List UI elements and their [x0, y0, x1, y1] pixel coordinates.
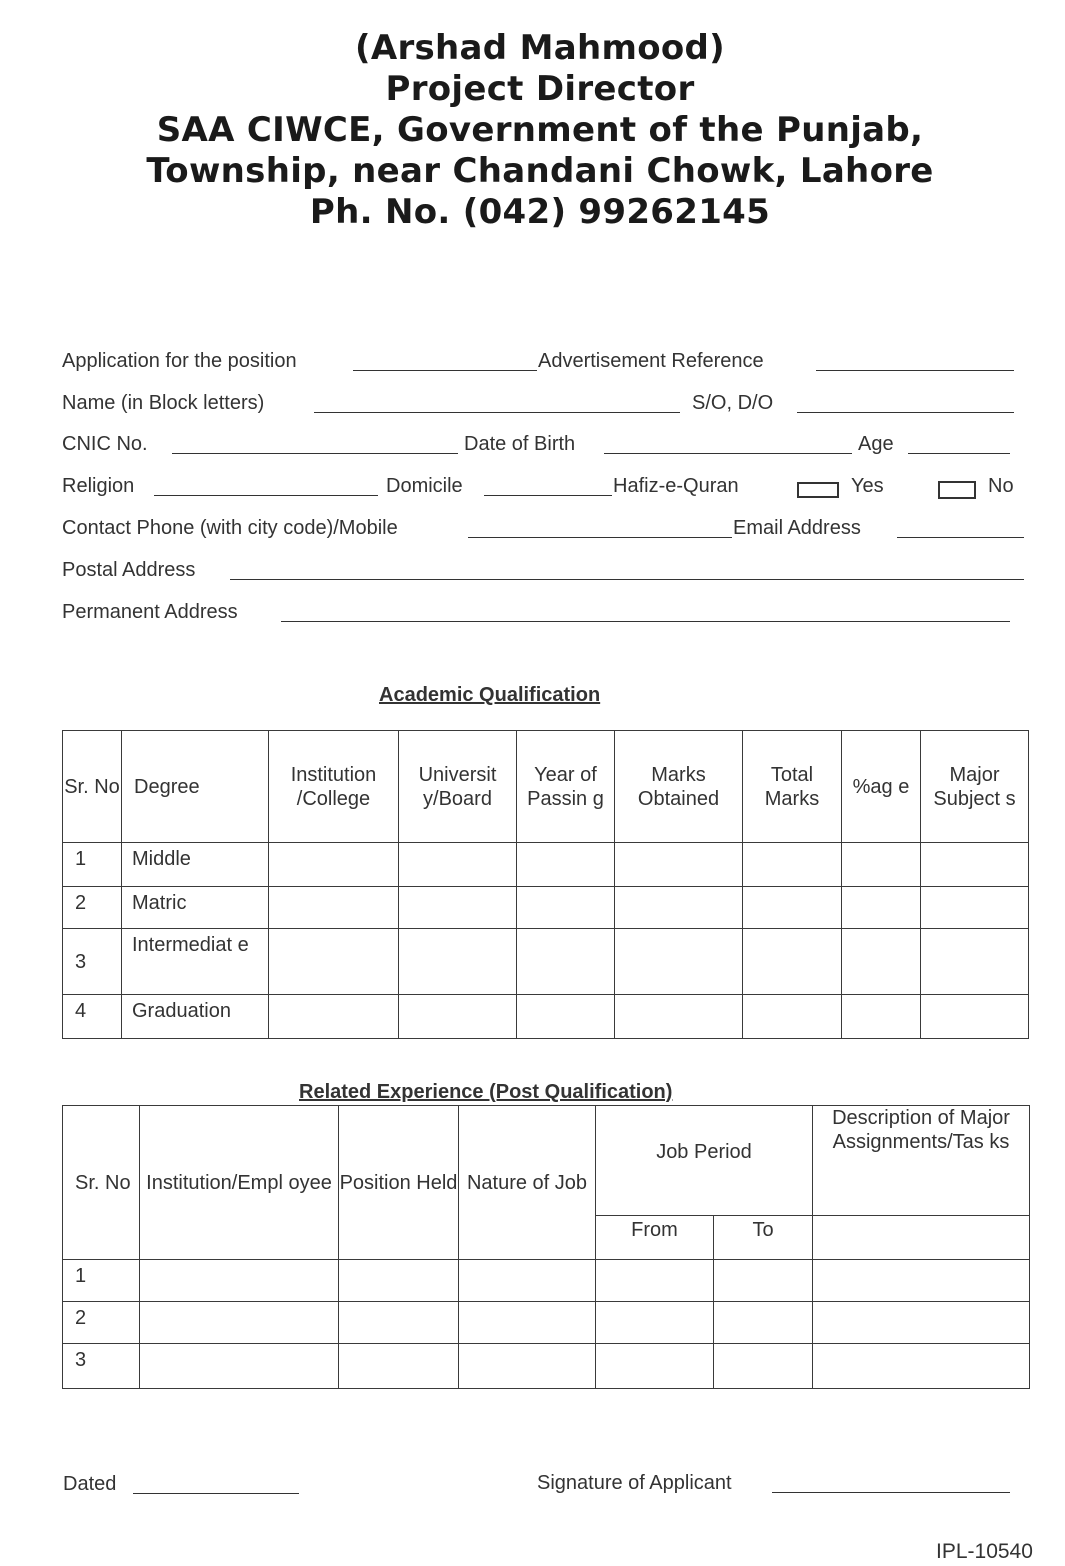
dob-field[interactable] [604, 453, 852, 454]
row-sr: 4 [63, 995, 122, 1039]
organization-name: SAA CIWCE, Government of the Punjab, [156, 110, 924, 150]
year-cell[interactable] [517, 887, 615, 929]
major-cell[interactable] [921, 929, 1029, 995]
academic-table [62, 730, 1029, 1039]
header-description: Description of Major Assignments/Tas ks [813, 1106, 1030, 1216]
row-sr: 1 [63, 1260, 140, 1302]
position-cell[interactable] [339, 1260, 459, 1302]
dated-label: Dated [63, 1473, 117, 1495]
age-field[interactable] [908, 453, 1010, 454]
from-cell[interactable] [596, 1344, 714, 1389]
year-cell[interactable] [517, 929, 615, 995]
organization-address: Township, near Chandani Chowk, Lahore [146, 151, 934, 191]
to-cell[interactable] [714, 1302, 813, 1344]
domicile-label: Domicile [386, 475, 463, 497]
permanent-label: Permanent Address [62, 601, 238, 623]
institution-cell[interactable] [269, 887, 399, 929]
hafiz-label: Hafiz-e-Quran [613, 475, 739, 497]
reference-code: IPL-10540 [936, 1540, 1033, 1563]
major-cell[interactable] [921, 995, 1029, 1039]
year-cell[interactable] [517, 843, 615, 887]
marks-cell[interactable] [615, 843, 743, 887]
academic-section-title: Academic Qualification [379, 684, 601, 706]
to-cell[interactable] [714, 1344, 813, 1389]
table-row [63, 1302, 1030, 1344]
institution-cell[interactable] [269, 995, 399, 1039]
total-cell[interactable] [743, 995, 842, 1039]
university-cell[interactable] [399, 995, 517, 1039]
nature-cell[interactable] [459, 1260, 596, 1302]
header-from: From [596, 1216, 714, 1260]
dated-field[interactable] [133, 1493, 299, 1494]
hafiz-yes-label: Yes [851, 475, 884, 497]
religion-label: Religion [62, 475, 135, 497]
header-sr-no: Sr. No [63, 1106, 140, 1260]
email-label: Email Address [733, 517, 861, 539]
university-cell[interactable] [399, 887, 517, 929]
academic-header-row [63, 731, 1029, 843]
header-degree: Degree [122, 731, 269, 843]
description-subheader-cell [813, 1216, 1030, 1260]
header-institution-employee: Institution/Empl oyee [140, 1106, 339, 1260]
major-cell[interactable] [921, 843, 1029, 887]
hafiz-no-label: No [988, 475, 1014, 497]
description-cell[interactable] [813, 1260, 1030, 1302]
header-total-marks: Total Marks [743, 731, 842, 843]
row-sr: 2 [63, 887, 122, 929]
row-sr: 3 [63, 929, 122, 995]
header-percentage: %ag e [842, 731, 921, 843]
so-do-field[interactable] [797, 412, 1014, 413]
letterhead [0, 28, 1065, 233]
hafiz-yes-checkbox[interactable] [797, 482, 839, 498]
permanent-field[interactable] [281, 621, 1010, 622]
organization-phone: Ph. No. (042) 99262145 [309, 192, 771, 232]
position-field[interactable] [353, 370, 537, 371]
percentage-cell[interactable] [842, 995, 921, 1039]
row-sr: 3 [63, 1344, 140, 1389]
row-degree: Matric [122, 887, 269, 929]
marks-cell[interactable] [615, 995, 743, 1039]
age-label: Age [858, 433, 894, 455]
nature-cell[interactable] [459, 1344, 596, 1389]
university-cell[interactable] [399, 843, 517, 887]
table-row [63, 929, 1029, 995]
table-row [63, 887, 1029, 929]
position-cell[interactable] [339, 1344, 459, 1389]
cnic-label: CNIC No. [62, 433, 148, 455]
contact-field[interactable] [468, 537, 732, 538]
director-designation: Project Director [385, 69, 695, 109]
experience-section-title: Related Experience (Post Qualification) [299, 1081, 673, 1103]
religion-field[interactable] [154, 495, 378, 496]
description-cell[interactable] [813, 1344, 1030, 1389]
institution-cell[interactable] [269, 843, 399, 887]
major-cell[interactable] [921, 887, 1029, 929]
experience-table [62, 1105, 1030, 1389]
table-row [63, 843, 1029, 887]
percentage-cell[interactable] [842, 887, 921, 929]
advert-field[interactable] [816, 370, 1014, 371]
header-nature-of-job: Nature of Job [459, 1106, 596, 1260]
advert-label: Advertisement Reference [538, 350, 764, 372]
percentage-cell[interactable] [842, 929, 921, 995]
contact-label: Contact Phone (with city code)/Mobile [62, 517, 398, 539]
year-cell[interactable] [517, 995, 615, 1039]
signature-field[interactable] [772, 1492, 1010, 1493]
from-cell[interactable] [596, 1302, 714, 1344]
header-institution: Institution /College [269, 731, 399, 843]
description-cell[interactable] [813, 1302, 1030, 1344]
position-label: Application for the position [62, 350, 297, 372]
marks-cell[interactable] [615, 929, 743, 995]
total-cell[interactable] [743, 929, 842, 995]
row-sr: 1 [63, 843, 122, 887]
name-field[interactable] [314, 412, 680, 413]
row-degree: Intermediat e [122, 929, 269, 995]
cnic-field[interactable] [172, 453, 458, 454]
from-cell[interactable] [596, 1260, 714, 1302]
header-to: To [714, 1216, 813, 1260]
header-job-period: Job Period [596, 1106, 813, 1216]
header-marks-obtained: Marks Obtained [615, 731, 743, 843]
institution-cell[interactable] [140, 1344, 339, 1389]
domicile-field[interactable] [484, 495, 612, 496]
header-sr-no: Sr. No [63, 731, 122, 843]
header-university: Universit y/Board [399, 731, 517, 843]
signature-label: Signature of Applicant [537, 1472, 732, 1494]
email-field[interactable] [897, 537, 1024, 538]
position-cell[interactable] [339, 1302, 459, 1344]
hafiz-no-checkbox[interactable] [938, 481, 976, 499]
experience-header-row [63, 1106, 1030, 1216]
total-cell[interactable] [743, 843, 842, 887]
to-cell[interactable] [714, 1260, 813, 1302]
institution-cell[interactable] [269, 929, 399, 995]
header-major-subjects: Major Subject s [921, 731, 1029, 843]
table-row [63, 995, 1029, 1039]
percentage-cell[interactable] [842, 843, 921, 887]
marks-cell[interactable] [615, 887, 743, 929]
table-row [63, 1344, 1030, 1389]
institution-cell[interactable] [140, 1302, 339, 1344]
row-degree: Graduation [122, 995, 269, 1039]
header-year: Year of Passin g [517, 731, 615, 843]
row-degree: Middle [122, 843, 269, 887]
name-label: Name (in Block letters) [62, 392, 265, 414]
row-sr: 2 [63, 1302, 140, 1344]
postal-field[interactable] [230, 579, 1024, 580]
institution-cell[interactable] [140, 1260, 339, 1302]
total-cell[interactable] [743, 887, 842, 929]
nature-cell[interactable] [459, 1302, 596, 1344]
director-name: (Arshad Mahmood) [355, 28, 725, 68]
dob-label: Date of Birth [464, 433, 576, 455]
university-cell[interactable] [399, 929, 517, 995]
postal-label: Postal Address [62, 559, 196, 581]
so-do-label: S/O, D/O [692, 392, 774, 414]
header-position-held: Position Held [339, 1106, 459, 1260]
table-row [63, 1260, 1030, 1302]
